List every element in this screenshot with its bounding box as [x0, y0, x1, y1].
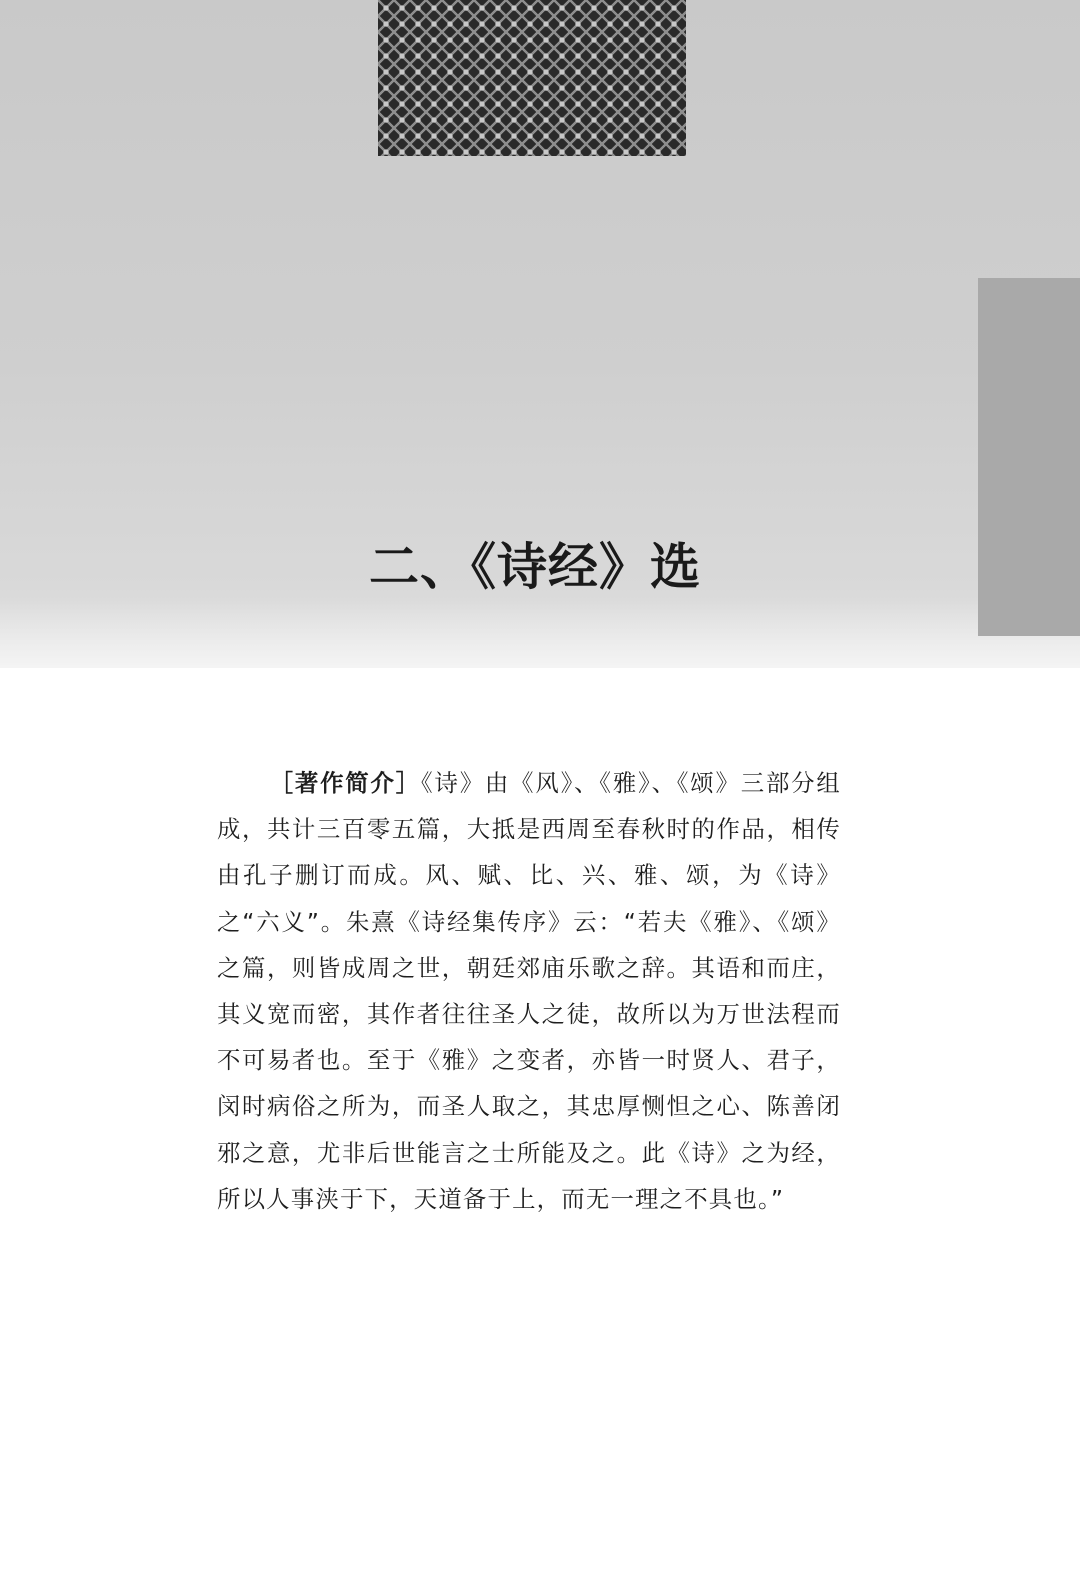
intro-text: 《诗》由《风》、《雅》、《颂》三部分组成，共计三百零五篇，大抵是西周至春秋时的作品，相传由孔子删订而成。风、赋、比、兴、雅、颂，为《诗》之“六义”。朱熹《诗经集传序》云：“若夫《雅》、《颂》之篇，则皆成周之世，朝廷郊庙乐歌之辞。其语和而庄，其义宽而密，其作者往往圣人之徒，故所以为万世法程而不可易者也。至于《雅》之变者，亦皆一时贤人、君子，闵时病俗之所为，而圣人取之，其忠厚恻怛之心、陈善闭邪之意，尤非后世能言之士所能及之。此《诗》之为经，所以人事浃于下，天道备于上，而无一理之不具也。”	[217, 769, 841, 1213]
intro-label: ［著作简介］	[269, 769, 421, 797]
section-title: 二、《诗经》选	[369, 537, 701, 596]
intro-paragraph	[217, 760, 841, 1222]
side-tab	[978, 278, 1080, 636]
header-fade	[0, 600, 1080, 720]
ornament-pattern	[378, 0, 686, 156]
